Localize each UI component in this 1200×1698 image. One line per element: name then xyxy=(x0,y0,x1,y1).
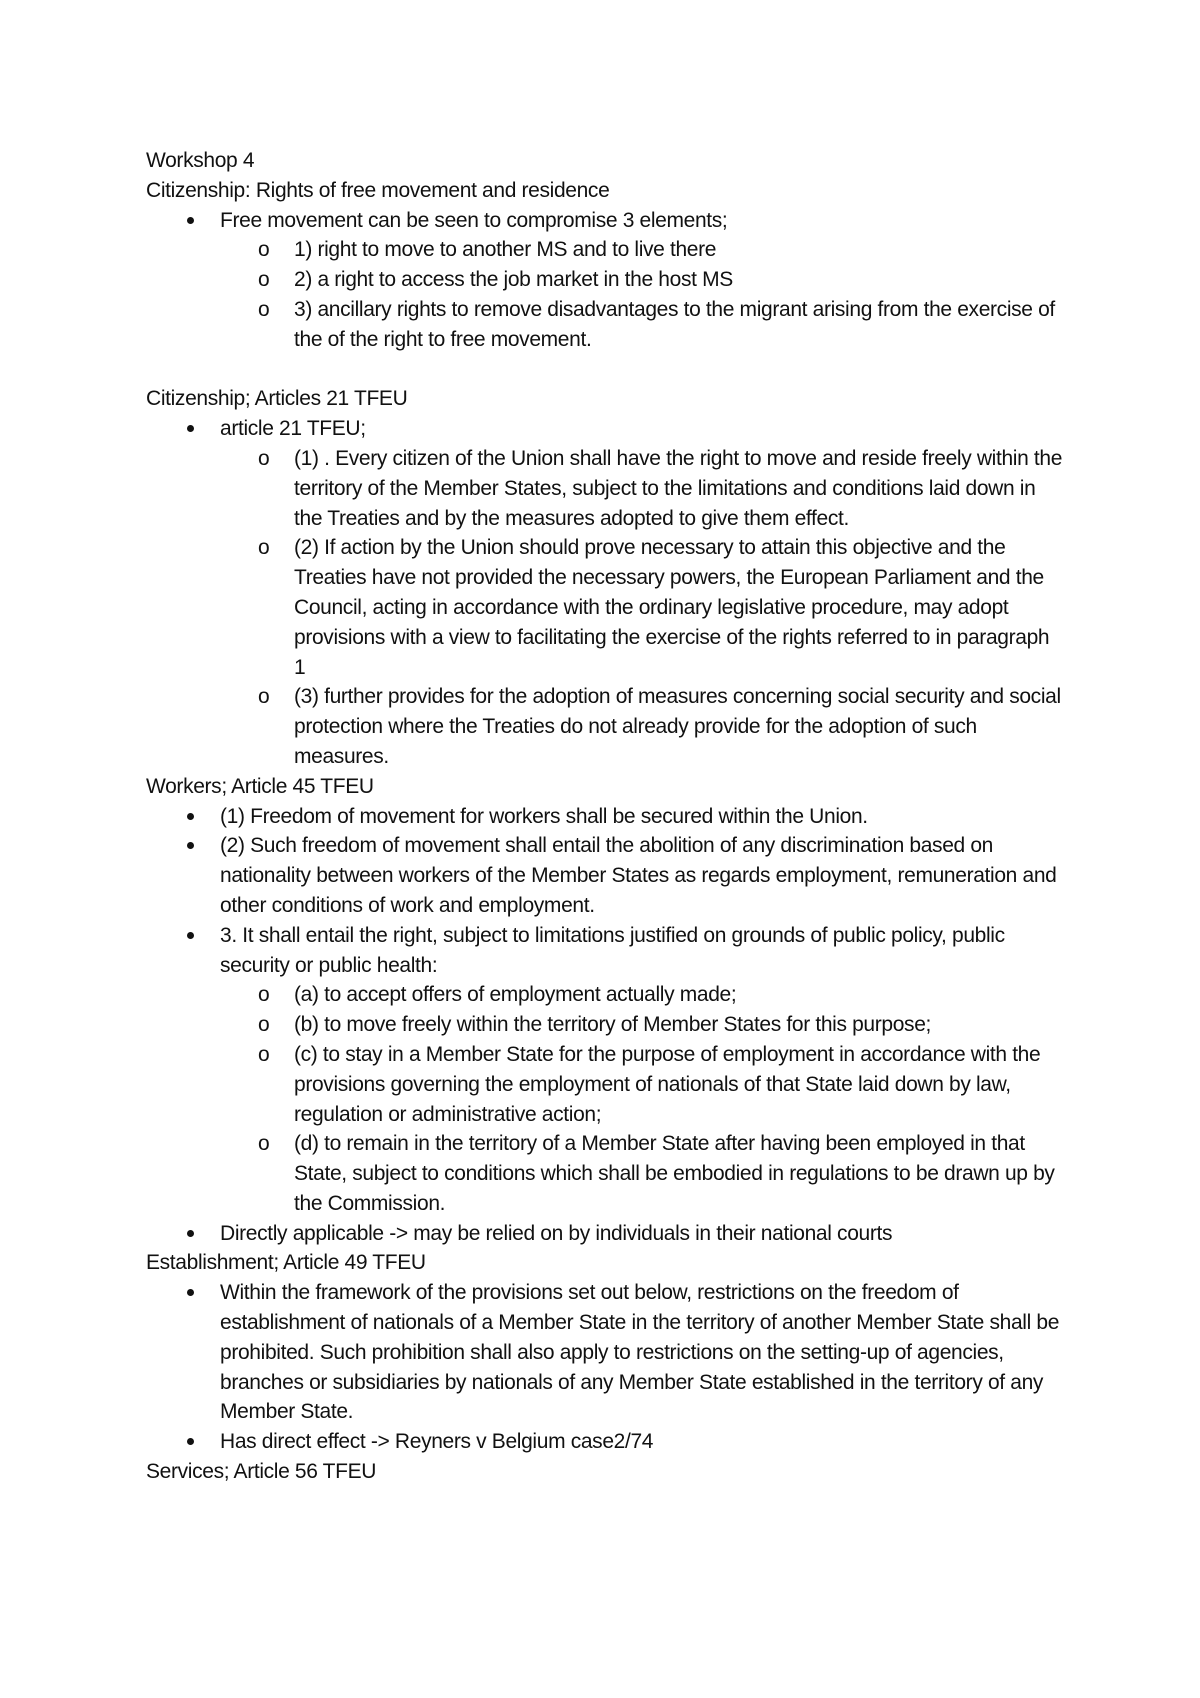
bullet-text: Free movement can be seen to compromise 3 elements; xyxy=(220,208,728,232)
bullet-text: article 21 TFEU; xyxy=(220,417,366,441)
sub-list-item: o (a) to accept offers of employment actually made; xyxy=(220,980,1066,1010)
list-item: (1) Freedom of movement for workers shall be secured within the Union. xyxy=(146,802,1066,832)
sub-list-item: o (b) to move freely within the territory of Member States for this purpose; xyxy=(220,1010,1066,1040)
sub-list xyxy=(220,235,1066,354)
section-heading-citizenship-rights: Citizenship: Rights of free movement and residence xyxy=(146,178,610,202)
document-title: Workshop 4 xyxy=(146,149,255,172)
paragraph-spacer xyxy=(146,355,1066,385)
section-heading-article-21: Citizenship; Articles 21 TFEU xyxy=(146,387,408,411)
bullet-list xyxy=(146,414,1066,772)
section-heading-article-45: Workers; Article 45 TFEU xyxy=(146,774,374,798)
list-item xyxy=(146,414,1066,772)
document-body xyxy=(146,146,1066,1487)
sub-list xyxy=(220,980,1066,1218)
sub-list-item: o (3) further provides for the adoption of measures concerning social security and social protection where the Treaties do not already provide for the adoption of such measures. xyxy=(220,682,1066,771)
bullet-text: 3. It shall entail the right, subject to limitations justified on grounds of public policy, public security or public health: xyxy=(220,923,1005,977)
sub-list-item: o (1) . Every citizen of the Union shall have the right to move and reside freely within the territory of the Member States, subject to the limitations and conditions laid down in the Treaties and by the measures adopted to give them effect. xyxy=(220,444,1066,533)
sub-list xyxy=(220,444,1066,772)
sub-list-item: o (c) to stay in a Member State for the purpose of employment in accordance with the provisions governing the employment of nationals of that State laid down by law, regulation or administrative action; xyxy=(220,1040,1066,1129)
list-item xyxy=(146,921,1066,1219)
sub-list-item: o (2) If action by the Union should prove necessary to attain this objective and the Treaties have not provided the necessary powers, the European Parliament and the Council, acting in accordance with the ordinary legislative procedure, may adopt provisions with a view to facilitating the exercise of the rights referred to in paragraph 1 xyxy=(220,533,1066,682)
section-heading-article-56: Services; Article 56 TFEU xyxy=(146,1460,377,1484)
list-item xyxy=(146,206,1066,355)
list-item: (2) Such freedom of movement shall entail the abolition of any discrimination based on nationality between workers of the Member States as regards employment, remuneration and other conditions of work and employment. xyxy=(146,831,1066,920)
bullet-list xyxy=(146,1278,1066,1457)
sub-list-item: o 1) right to move to another MS and to live there xyxy=(220,235,1066,265)
sub-list-item: o (d) to remain in the territory of a Member State after having been employed in that State, subject to conditions which shall be embodied in regulations to be drawn up by the Commission. xyxy=(220,1129,1066,1218)
sub-list-item: o 2) a right to access the job market in the host MS xyxy=(220,265,1066,295)
bullet-list xyxy=(146,802,1066,1249)
list-item: Has direct effect -> Reyners v Belgium case2/74 xyxy=(146,1427,1066,1457)
list-item: Directly applicable -> may be relied on by individuals in their national courts xyxy=(146,1219,1066,1249)
bullet-list xyxy=(146,206,1066,355)
list-item: Within the framework of the provisions set out below, restrictions on the freedom of establishment of nationals of a Member State in the territory of another Member State shall be prohibited. Such prohibition shall also apply to restrictions on the setting-up of agencies, branches or subsidiaries by nationals of any Member State established in the territory of any Member State. xyxy=(146,1278,1066,1427)
sub-list-item: o 3) ancillary rights to remove disadvantages to the migrant arising from the exercise of the of the right to free movement. xyxy=(220,295,1066,355)
section-heading-article-49: Establishment; Article 49 TFEU xyxy=(146,1251,426,1275)
